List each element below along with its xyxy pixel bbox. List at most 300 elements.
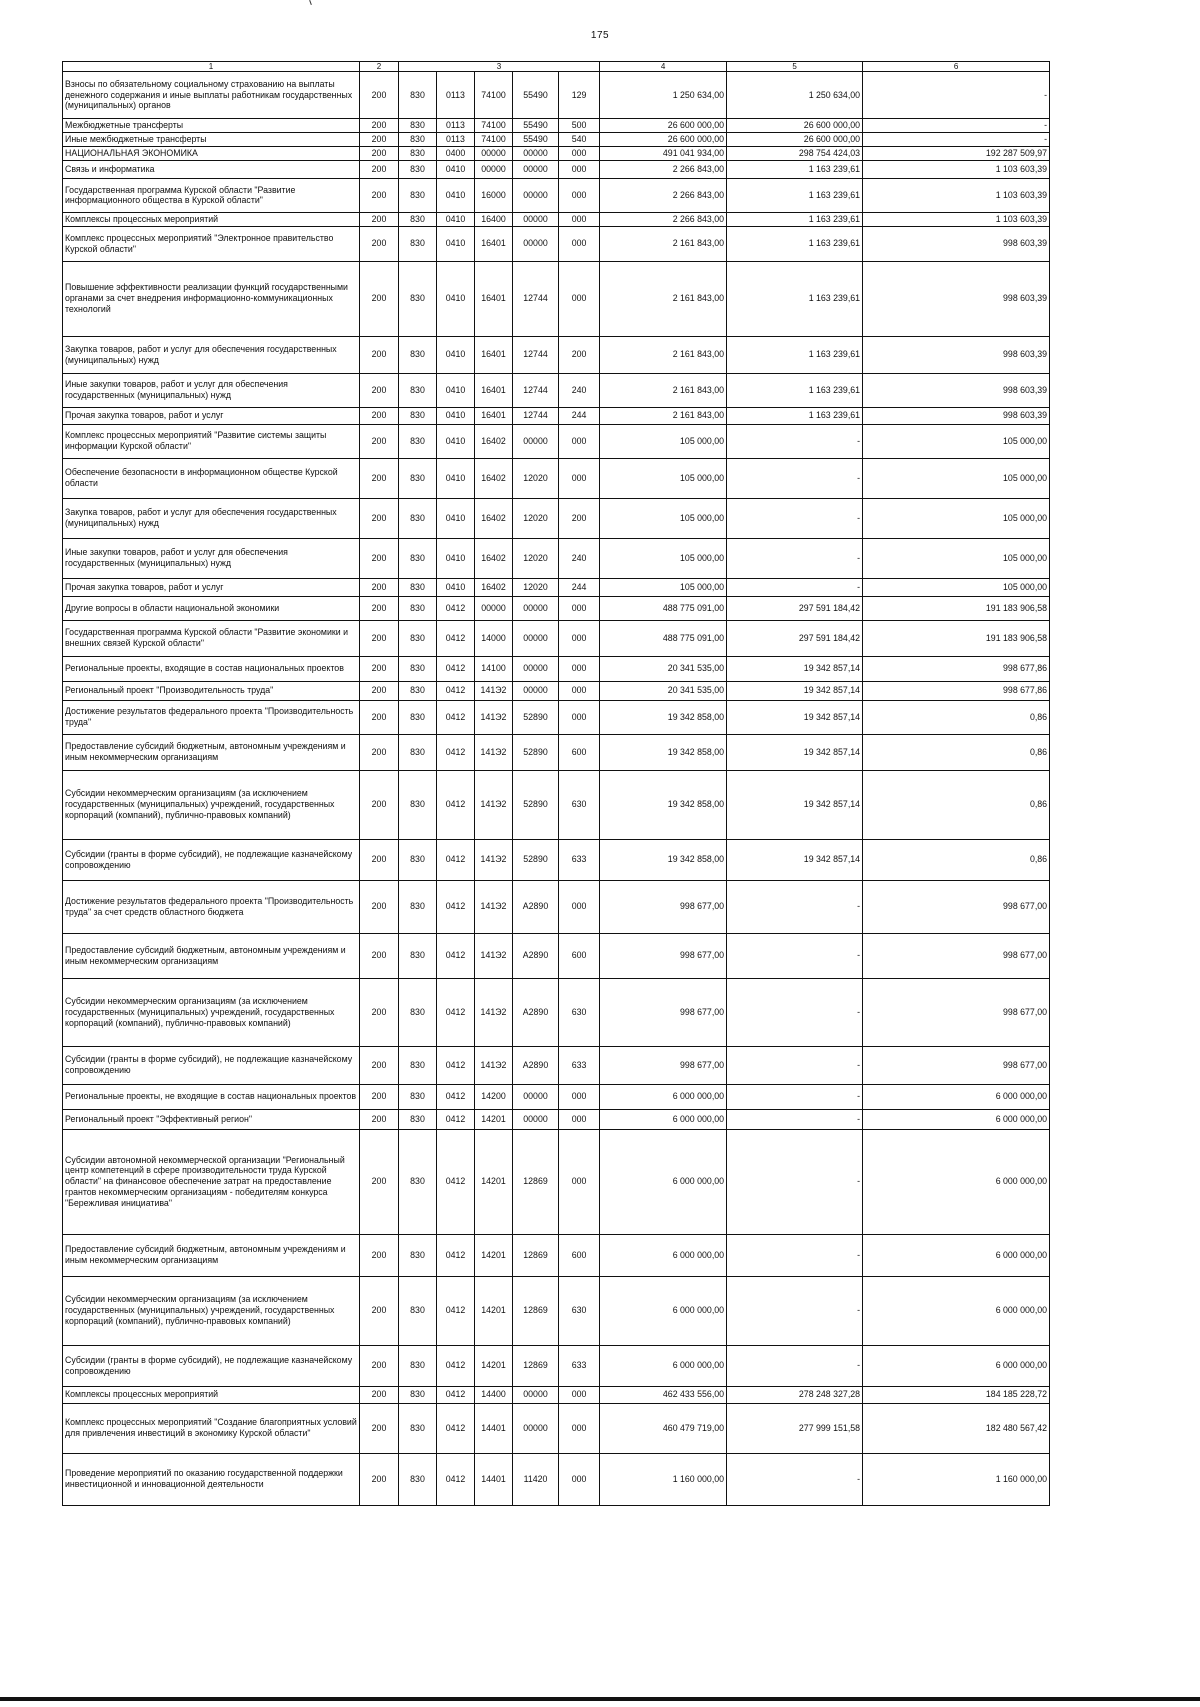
approved-amount: 6 000 000,00 [600, 1109, 727, 1129]
section-code: 0410 [437, 407, 475, 424]
approved-amount: 462 433 556,00 [600, 1386, 727, 1403]
executed-amount: 297 591 184,42 [727, 620, 863, 656]
section-code: 0410 [437, 178, 475, 212]
unexecuted-amount: 998 603,39 [863, 407, 1050, 424]
column-2-code: 200 [360, 498, 399, 538]
column-2-code: 200 [360, 538, 399, 578]
program-code: 00000 [475, 146, 513, 160]
executed-amount: 1 163 239,61 [727, 407, 863, 424]
direction-code: 00000 [513, 681, 559, 700]
approved-amount: 460 479 719,00 [600, 1403, 727, 1453]
row-label: Субсидии (гранты в форме субсидий), не подлежащие казначейскому сопровождению [63, 839, 360, 880]
row-label: Предоставление субсидий бюджетным, автономным учреждениям и иным некоммерческим организациям [63, 933, 360, 978]
direction-code: 00000 [513, 1386, 559, 1403]
expense-type-code: 244 [559, 578, 600, 596]
program-code: 16402 [475, 578, 513, 596]
unexecuted-amount: 192 287 509,97 [863, 146, 1050, 160]
direction-code: 52890 [513, 839, 559, 880]
program-code: 141Э2 [475, 839, 513, 880]
program-code: 16402 [475, 498, 513, 538]
ministry-code: 830 [399, 1234, 437, 1276]
ministry-code: 830 [399, 336, 437, 373]
program-code: 141Э2 [475, 681, 513, 700]
unexecuted-amount: 998 603,39 [863, 226, 1050, 261]
ministry-code: 830 [399, 596, 437, 620]
unexecuted-amount: 998 603,39 [863, 261, 1050, 336]
section-code: 0412 [437, 734, 475, 770]
ministry-code: 830 [399, 620, 437, 656]
expense-type-code: 000 [559, 160, 600, 178]
table-row [63, 424, 1050, 458]
expense-type-code: 000 [559, 1386, 600, 1403]
executed-amount: 1 163 239,61 [727, 178, 863, 212]
ministry-code: 830 [399, 656, 437, 681]
column-2-code: 200 [360, 620, 399, 656]
direction-code: 52890 [513, 700, 559, 734]
section-code: 0412 [437, 978, 475, 1046]
row-label: Предоставление субсидий бюджетным, автономным учреждениям и иным некоммерческим организациям [63, 1234, 360, 1276]
header-col-5: 5 [727, 62, 863, 72]
scan-mark [309, 0, 312, 5]
table-row [63, 656, 1050, 681]
unexecuted-amount: 0,86 [863, 770, 1050, 839]
ministry-code: 830 [399, 933, 437, 978]
approved-amount: 6 000 000,00 [600, 1276, 727, 1345]
column-2-code: 200 [360, 839, 399, 880]
expense-type-code: 000 [559, 620, 600, 656]
program-code: 14201 [475, 1276, 513, 1345]
expense-type-code: 200 [559, 498, 600, 538]
row-label: Иные межбюджетные трансферты [63, 133, 360, 147]
section-code: 0410 [437, 424, 475, 458]
approved-amount: 2 266 843,00 [600, 160, 727, 178]
row-label: Взносы по обязательному социальному страхованию на выплаты денежного содержания и иные выплаты работникам государственных (муниципальных) органов [63, 72, 360, 119]
direction-code: 00000 [513, 424, 559, 458]
ministry-code: 830 [399, 1084, 437, 1109]
direction-code: 12869 [513, 1234, 559, 1276]
approved-amount: 2 161 843,00 [600, 336, 727, 373]
row-label: Достижение результатов федерального проекта "Производительность труда" за счет средств областного бюджета [63, 880, 360, 933]
program-code: 141Э2 [475, 880, 513, 933]
unexecuted-amount: 998 603,39 [863, 373, 1050, 407]
expense-type-code: 000 [559, 178, 600, 212]
section-code: 0113 [437, 72, 475, 119]
unexecuted-amount: 191 183 906,58 [863, 596, 1050, 620]
direction-code: А2890 [513, 978, 559, 1046]
program-code: 14201 [475, 1109, 513, 1129]
program-code: 141Э2 [475, 978, 513, 1046]
approved-amount: 19 342 858,00 [600, 839, 727, 880]
executed-amount: 19 342 857,14 [727, 656, 863, 681]
table-body [63, 62, 1050, 1506]
expense-type-code: 630 [559, 1276, 600, 1345]
ministry-code: 830 [399, 146, 437, 160]
row-label: Предоставление субсидий бюджетным, автономным учреждениям и иным некоммерческим организациям [63, 734, 360, 770]
expense-type-code: 600 [559, 933, 600, 978]
row-label: Региональные проекты, входящие в состав национальных проектов [63, 656, 360, 681]
section-code: 0410 [437, 578, 475, 596]
header-col-4: 4 [600, 62, 727, 72]
approved-amount: 2 266 843,00 [600, 212, 727, 226]
ministry-code: 830 [399, 226, 437, 261]
expense-type-code: 000 [559, 1453, 600, 1505]
ministry-code: 830 [399, 978, 437, 1046]
direction-code: 12020 [513, 458, 559, 498]
row-label: Другие вопросы в области национальной экономики [63, 596, 360, 620]
table-row [63, 596, 1050, 620]
program-code: 16401 [475, 407, 513, 424]
expense-type-code: 600 [559, 1234, 600, 1276]
column-2-code: 200 [360, 72, 399, 119]
row-label: Достижение результатов федерального проекта "Производительность труда" [63, 700, 360, 734]
scan-bottom-edge [0, 1697, 1200, 1701]
program-code: 74100 [475, 119, 513, 133]
expense-type-code: 000 [559, 1129, 600, 1234]
approved-amount: 6 000 000,00 [600, 1345, 727, 1386]
executed-amount: - [727, 1046, 863, 1084]
expense-type-code: 240 [559, 373, 600, 407]
ministry-code: 830 [399, 1109, 437, 1129]
table-row [63, 133, 1050, 147]
table-row [63, 178, 1050, 212]
expense-type-code: 633 [559, 1345, 600, 1386]
executed-amount: - [727, 1345, 863, 1386]
expense-type-code: 630 [559, 978, 600, 1046]
ministry-code: 830 [399, 1345, 437, 1386]
column-2-code: 200 [360, 596, 399, 620]
direction-code: 00000 [513, 1403, 559, 1453]
section-code: 0113 [437, 119, 475, 133]
section-code: 0412 [437, 700, 475, 734]
approved-amount: 26 600 000,00 [600, 133, 727, 147]
table-row [63, 212, 1050, 226]
direction-code: А2890 [513, 933, 559, 978]
row-label: Региональный проект "Производительность труда" [63, 681, 360, 700]
table-row [63, 498, 1050, 538]
section-code: 0412 [437, 1386, 475, 1403]
approved-amount: 2 266 843,00 [600, 178, 727, 212]
column-2-code: 200 [360, 1386, 399, 1403]
column-2-code: 200 [360, 978, 399, 1046]
unexecuted-amount: 0,86 [863, 839, 1050, 880]
table-row [63, 261, 1050, 336]
direction-code: 12869 [513, 1345, 559, 1386]
expense-type-code: 000 [559, 261, 600, 336]
executed-amount: 19 342 857,14 [727, 734, 863, 770]
row-label: Связь и информатика [63, 160, 360, 178]
unexecuted-amount: 998 677,86 [863, 656, 1050, 681]
section-code: 0412 [437, 620, 475, 656]
approved-amount: 105 000,00 [600, 458, 727, 498]
row-label: Проведение мероприятий по оказанию государственной поддержки инвестиционной и инновационной деятельности [63, 1453, 360, 1505]
executed-amount: - [727, 458, 863, 498]
program-code: 16401 [475, 261, 513, 336]
column-2-code: 200 [360, 656, 399, 681]
table-row [63, 407, 1050, 424]
table-row [63, 1453, 1050, 1505]
direction-code: А2890 [513, 1046, 559, 1084]
row-label: Комплексы процессных мероприятий [63, 212, 360, 226]
approved-amount: 105 000,00 [600, 424, 727, 458]
approved-amount: 19 342 858,00 [600, 770, 727, 839]
executed-amount: - [727, 1453, 863, 1505]
column-2-code: 200 [360, 336, 399, 373]
header-col-3: 3 [399, 62, 600, 72]
approved-amount: 6 000 000,00 [600, 1234, 727, 1276]
column-2-code: 200 [360, 458, 399, 498]
approved-amount: 20 341 535,00 [600, 656, 727, 681]
section-code: 0410 [437, 261, 475, 336]
row-label: Закупка товаров, работ и услуг для обеспечения государственных (муниципальных) нужд [63, 498, 360, 538]
column-2-code: 200 [360, 770, 399, 839]
unexecuted-amount: 191 183 906,58 [863, 620, 1050, 656]
ministry-code: 830 [399, 734, 437, 770]
program-code: 16401 [475, 336, 513, 373]
expense-type-code: 000 [559, 212, 600, 226]
row-label: Иные закупки товаров, работ и услуг для обеспечения государственных (муниципальных) нужд [63, 538, 360, 578]
column-2-code: 200 [360, 880, 399, 933]
unexecuted-amount: 105 000,00 [863, 458, 1050, 498]
table-row [63, 336, 1050, 373]
row-label: Региональный проект "Эффективный регион" [63, 1109, 360, 1129]
program-code: 14201 [475, 1345, 513, 1386]
table-row [63, 880, 1050, 933]
table-row [63, 1276, 1050, 1345]
unexecuted-amount: 998 677,00 [863, 1046, 1050, 1084]
approved-amount: 1 160 000,00 [600, 1453, 727, 1505]
unexecuted-amount: 998 677,86 [863, 681, 1050, 700]
row-label: Субсидии некоммерческим организациям (за исключением государственных (муниципальных) учреждений, государственных корпораций (компаний), публично-правовых компаний) [63, 1276, 360, 1345]
table-row [63, 226, 1050, 261]
column-2-code: 200 [360, 160, 399, 178]
approved-amount: 6 000 000,00 [600, 1084, 727, 1109]
ministry-code: 830 [399, 700, 437, 734]
section-code: 0412 [437, 1234, 475, 1276]
column-2-code: 200 [360, 1084, 399, 1109]
table-row [63, 146, 1050, 160]
unexecuted-amount: 998 677,00 [863, 978, 1050, 1046]
column-2-code: 200 [360, 119, 399, 133]
row-label: Комплексы процессных мероприятий [63, 1386, 360, 1403]
column-2-code: 200 [360, 178, 399, 212]
expense-type-code: 000 [559, 1109, 600, 1129]
direction-code: 00000 [513, 160, 559, 178]
executed-amount: 278 248 327,28 [727, 1386, 863, 1403]
expense-type-code: 244 [559, 407, 600, 424]
direction-code: 00000 [513, 146, 559, 160]
section-code: 0400 [437, 146, 475, 160]
direction-code: 12020 [513, 498, 559, 538]
section-code: 0412 [437, 933, 475, 978]
section-code: 0410 [437, 538, 475, 578]
program-code: 141Э2 [475, 1046, 513, 1084]
executed-amount: - [727, 978, 863, 1046]
section-code: 0412 [437, 596, 475, 620]
row-label: Комплекс процессных мероприятий "Развитие системы защиты информации Курской области" [63, 424, 360, 458]
direction-code: 12744 [513, 407, 559, 424]
ministry-code: 830 [399, 373, 437, 407]
expense-type-code: 633 [559, 1046, 600, 1084]
column-2-code: 200 [360, 373, 399, 407]
expense-type-code: 540 [559, 133, 600, 147]
unexecuted-amount: - [863, 119, 1050, 133]
ministry-code: 830 [399, 133, 437, 147]
program-code: 14400 [475, 1386, 513, 1403]
executed-amount: 297 591 184,42 [727, 596, 863, 620]
unexecuted-amount: 998 603,39 [863, 336, 1050, 373]
program-code: 14200 [475, 1084, 513, 1109]
approved-amount: 2 161 843,00 [600, 261, 727, 336]
ministry-code: 830 [399, 424, 437, 458]
executed-amount: 1 163 239,61 [727, 336, 863, 373]
direction-code: 12744 [513, 373, 559, 407]
direction-code: 12744 [513, 336, 559, 373]
program-code: 00000 [475, 596, 513, 620]
ministry-code: 830 [399, 1046, 437, 1084]
executed-amount: 277 999 151,58 [727, 1403, 863, 1453]
table-row [63, 1109, 1050, 1129]
ministry-code: 830 [399, 578, 437, 596]
program-code: 16402 [475, 538, 513, 578]
ministry-code: 830 [399, 1403, 437, 1453]
executed-amount: 19 342 857,14 [727, 700, 863, 734]
row-label: Государственная программа Курской области "Развитие экономики и внешних связей Курской области" [63, 620, 360, 656]
approved-amount: 26 600 000,00 [600, 119, 727, 133]
approved-amount: 6 000 000,00 [600, 1129, 727, 1234]
table-row [63, 1234, 1050, 1276]
direction-code: А2890 [513, 880, 559, 933]
direction-code: 12869 [513, 1129, 559, 1234]
expense-type-code: 500 [559, 119, 600, 133]
table-row [63, 734, 1050, 770]
ministry-code: 830 [399, 72, 437, 119]
header-col-2: 2 [360, 62, 399, 72]
section-code: 0412 [437, 880, 475, 933]
executed-amount: 19 342 857,14 [727, 770, 863, 839]
approved-amount: 105 000,00 [600, 538, 727, 578]
section-code: 0412 [437, 656, 475, 681]
executed-amount: - [727, 1234, 863, 1276]
section-code: 0410 [437, 160, 475, 178]
approved-amount: 2 161 843,00 [600, 407, 727, 424]
approved-amount: 19 342 858,00 [600, 734, 727, 770]
table-row [63, 681, 1050, 700]
column-2-code: 200 [360, 1453, 399, 1505]
unexecuted-amount: 6 000 000,00 [863, 1276, 1050, 1345]
expense-type-code: 000 [559, 880, 600, 933]
executed-amount: 1 163 239,61 [727, 160, 863, 178]
table-row [63, 839, 1050, 880]
ministry-code: 830 [399, 1453, 437, 1505]
executed-amount: - [727, 424, 863, 458]
expense-type-code: 000 [559, 146, 600, 160]
direction-code: 12020 [513, 578, 559, 596]
row-label: Региональные проекты, не входящие в состав национальных проектов [63, 1084, 360, 1109]
row-label: Государственная программа Курской области "Развитие информационного общества в Курской области" [63, 178, 360, 212]
direction-code: 55490 [513, 133, 559, 147]
executed-amount: - [727, 1276, 863, 1345]
executed-amount: 19 342 857,14 [727, 681, 863, 700]
table-row [63, 770, 1050, 839]
budget-table [62, 61, 1050, 1506]
table-row [63, 1046, 1050, 1084]
approved-amount: 2 161 843,00 [600, 373, 727, 407]
unexecuted-amount: 182 480 567,42 [863, 1403, 1050, 1453]
row-label: Межбюджетные трансферты [63, 119, 360, 133]
approved-amount: 2 161 843,00 [600, 226, 727, 261]
unexecuted-amount: 6 000 000,00 [863, 1109, 1050, 1129]
program-code: 16400 [475, 212, 513, 226]
expense-type-code: 000 [559, 458, 600, 498]
direction-code: 00000 [513, 212, 559, 226]
program-code: 141Э2 [475, 933, 513, 978]
ministry-code: 830 [399, 498, 437, 538]
expense-type-code: 000 [559, 1403, 600, 1453]
section-code: 0412 [437, 1345, 475, 1386]
table-row [63, 458, 1050, 498]
expense-type-code: 630 [559, 770, 600, 839]
direction-code: 00000 [513, 178, 559, 212]
table-row [63, 119, 1050, 133]
program-code: 14401 [475, 1453, 513, 1505]
unexecuted-amount: 998 677,00 [863, 933, 1050, 978]
approved-amount: 1 250 634,00 [600, 72, 727, 119]
column-2-code: 200 [360, 1129, 399, 1234]
unexecuted-amount: 6 000 000,00 [863, 1234, 1050, 1276]
column-2-code: 200 [360, 146, 399, 160]
section-code: 0113 [437, 133, 475, 147]
ministry-code: 830 [399, 261, 437, 336]
executed-amount: 1 163 239,61 [727, 226, 863, 261]
column-2-code: 200 [360, 1276, 399, 1345]
unexecuted-amount: 0,86 [863, 700, 1050, 734]
column-2-code: 200 [360, 133, 399, 147]
column-2-code: 200 [360, 1234, 399, 1276]
program-code: 16402 [475, 424, 513, 458]
unexecuted-amount: 1 103 603,39 [863, 160, 1050, 178]
expense-type-code: 000 [559, 700, 600, 734]
section-code: 0410 [437, 336, 475, 373]
direction-code: 12020 [513, 538, 559, 578]
direction-code: 00000 [513, 596, 559, 620]
unexecuted-amount: 0,86 [863, 734, 1050, 770]
ministry-code: 830 [399, 839, 437, 880]
program-code: 16000 [475, 178, 513, 212]
executed-amount: 1 163 239,61 [727, 373, 863, 407]
direction-code: 52890 [513, 734, 559, 770]
direction-code: 12744 [513, 261, 559, 336]
unexecuted-amount: 1 103 603,39 [863, 178, 1050, 212]
approved-amount: 998 677,00 [600, 978, 727, 1046]
row-label: Субсидии некоммерческим организациям (за исключением государственных (муниципальных) учреждений, государственных корпораций (компаний), публично-правовых компаний) [63, 978, 360, 1046]
executed-amount: 26 600 000,00 [727, 133, 863, 147]
table-row [63, 1084, 1050, 1109]
section-code: 0412 [437, 1129, 475, 1234]
unexecuted-amount: 105 000,00 [863, 538, 1050, 578]
row-label: Субсидии (гранты в форме субсидий), не подлежащие казначейскому сопровождению [63, 1046, 360, 1084]
row-label: Повышение эффективности реализации функций государственными органами за счет внедрения информационно-коммуникационных технологий [63, 261, 360, 336]
table-row [63, 978, 1050, 1046]
column-2-code: 200 [360, 1345, 399, 1386]
section-code: 0410 [437, 226, 475, 261]
column-2-code: 200 [360, 1109, 399, 1129]
unexecuted-amount: 105 000,00 [863, 498, 1050, 538]
expense-type-code: 633 [559, 839, 600, 880]
program-code: 14100 [475, 656, 513, 681]
ministry-code: 830 [399, 160, 437, 178]
direction-code: 00000 [513, 226, 559, 261]
executed-amount: - [727, 880, 863, 933]
